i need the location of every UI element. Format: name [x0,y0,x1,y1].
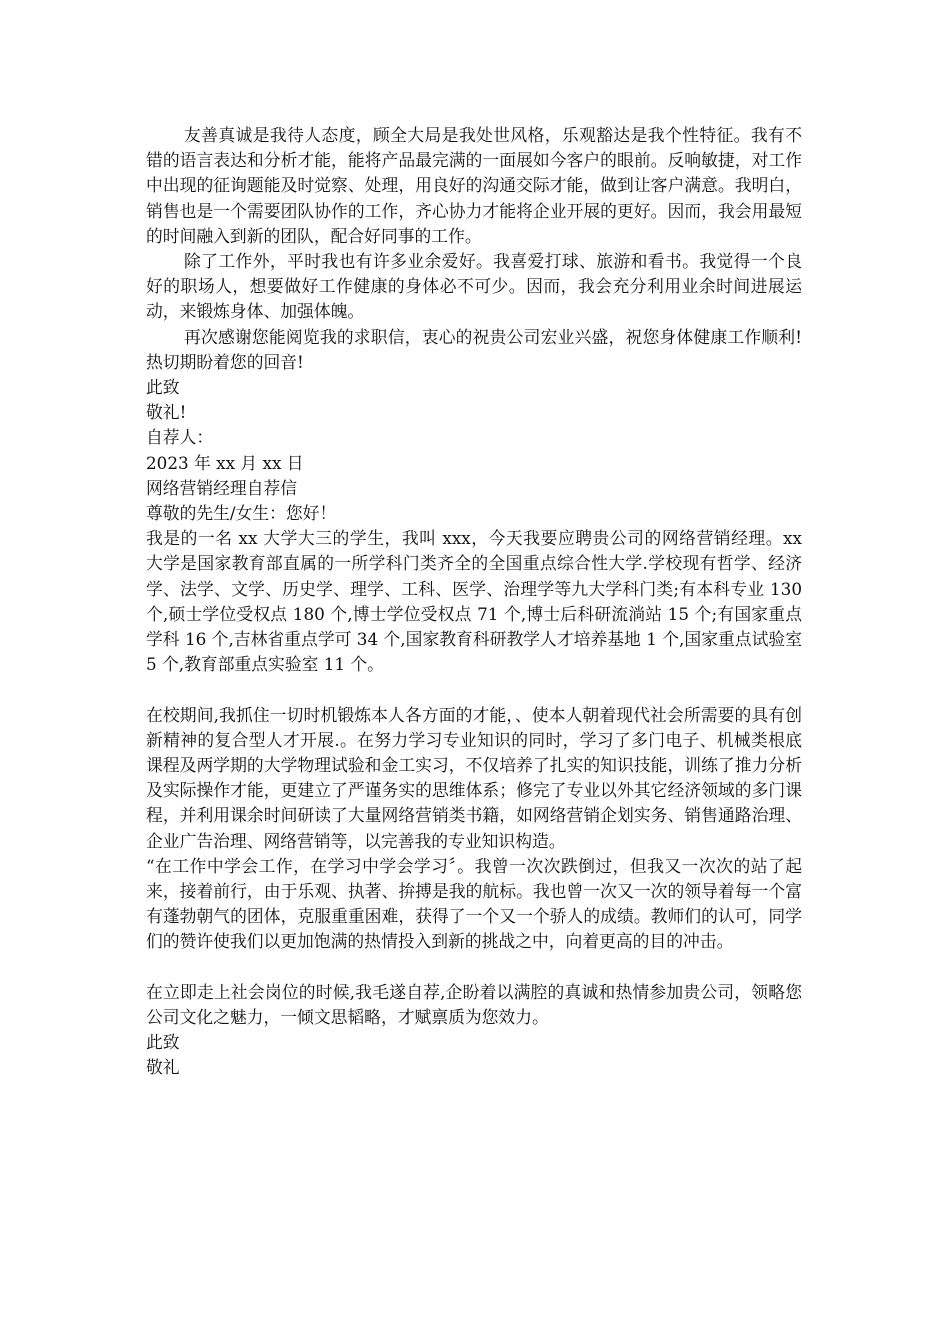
paragraph-spacer [146,955,802,980]
paragraph-personality: 友善真诚是我待人态度，顾全大局是我处世风格，乐观豁达是我个性特征。我有不错的语言表达和分析才能，能将产品最完满的一面展如今客户的眼前。反响敏捷，对工作中出现的征询题能及时觉察、处理，用良好的沟通交际才能，做到让客户满意。我明白，销售也是一个需要团队协作的工作，齐心协力才能将企业开展的更好。因而，我会用最短的时间融入到新的团队，配合好同事的工作。 [146,125,802,246]
document-body [146,123,802,1081]
closing-salutation: 此致 [146,377,180,398]
closing-regards: 敬礼! [146,402,187,423]
closing-salutation-2: 此致 [146,1032,180,1053]
closing-regards-2: 敬礼 [146,1057,180,1078]
signer-label: 自荐人： [146,427,214,448]
paragraph-introduction: 我是的一名 xx 大学大三的学生，我叫 xxx，今天我要应聘贵公司的网络营销经理。xx 大学是国家教育部直属的一所学科门类齐全的全国重点综合性大学.学校现有哲学、经济学、法学、文学、历史学、理学、工科、医学、治理学等九大学科门类;有本科专业 130 个,硕士学位受权点 180 个,博士学位受权点 71 个,博士后科研流淌站 15 个;有国家重点学科 16 个,吉林省重点学可 34 个,国家教育科研教学人才培养基地 1 个,国家重点试验室 5 个,教育部重点实验室 11 个。 [146,528,802,675]
greeting: 尊敬的先生/女生：您好！ [146,503,337,524]
paragraph-closing-request: 在立即走上社会岗位的时候,我毛遂自荐,企盼着以满腔的真诚和热情参加贵公司，领略您公司文化之魅力，一倾文思韬略，才赋禀质为您效力。 [146,981,802,1028]
paragraph-hobbies: 除了工作外，平时我也有许多业余爱好。我喜爱打球、旅游和看书。我觉得一个良好的职场人，想要做好工作健康的身体必不可少。因而，我会充分利用业余时间进展运动，来锻炼身体、加强体魄。 [146,251,802,322]
paragraph-thanks: 再次感谢您能阅览我的求职信，衷心的祝贵公司宏业兴盛，祝您身体健康工作顺利!热切期盼着您的回音! [146,326,802,372]
section-title: 网络营销经理自荐信 [146,477,298,498]
paragraph-spacer [146,677,802,702]
paragraph-school-period: 在校期间,我抓住一切时机锻炼本人各方面的才能，、使本人朝着现代社会所需要的具有创新精神的复合型人才开展.。在努力学习专业知识的同时，学习了多门电子、机械类根底课程及两学期的大学物理试验和金工实习，不仅培养了扎实的知识技能，训练了推力分析及实际操作才能，更建立了严谨务实的思维体系；修完了专业以外其它经济领域的多门课程，并利用课余时间研读了大量网络营销类书籍，如网络营销企划实务、销售通路治理、企业广告治理、网络营销等，以完善我的专业知识构造。 [146,704,802,851]
letter-date: 2023 年 xx 月 xx 日 [146,452,304,473]
paragraph-motto: “在工作中学会工作，在学习中学会学习〞。我曾一次次跌倒过，但我又一次次的站了起来，接着前行，由于乐观、执著、拚搏是我的航标。我也曾一次又一次的领导着每一个富有蓬勃朝气的团体，克服重重困难，获得了一个又一个骄人的成绩。教师们的认可，同学们的赞许使我们以更加饱满的热情投入到新的挑战之中，向着更高的目的冲击。 [146,855,802,952]
